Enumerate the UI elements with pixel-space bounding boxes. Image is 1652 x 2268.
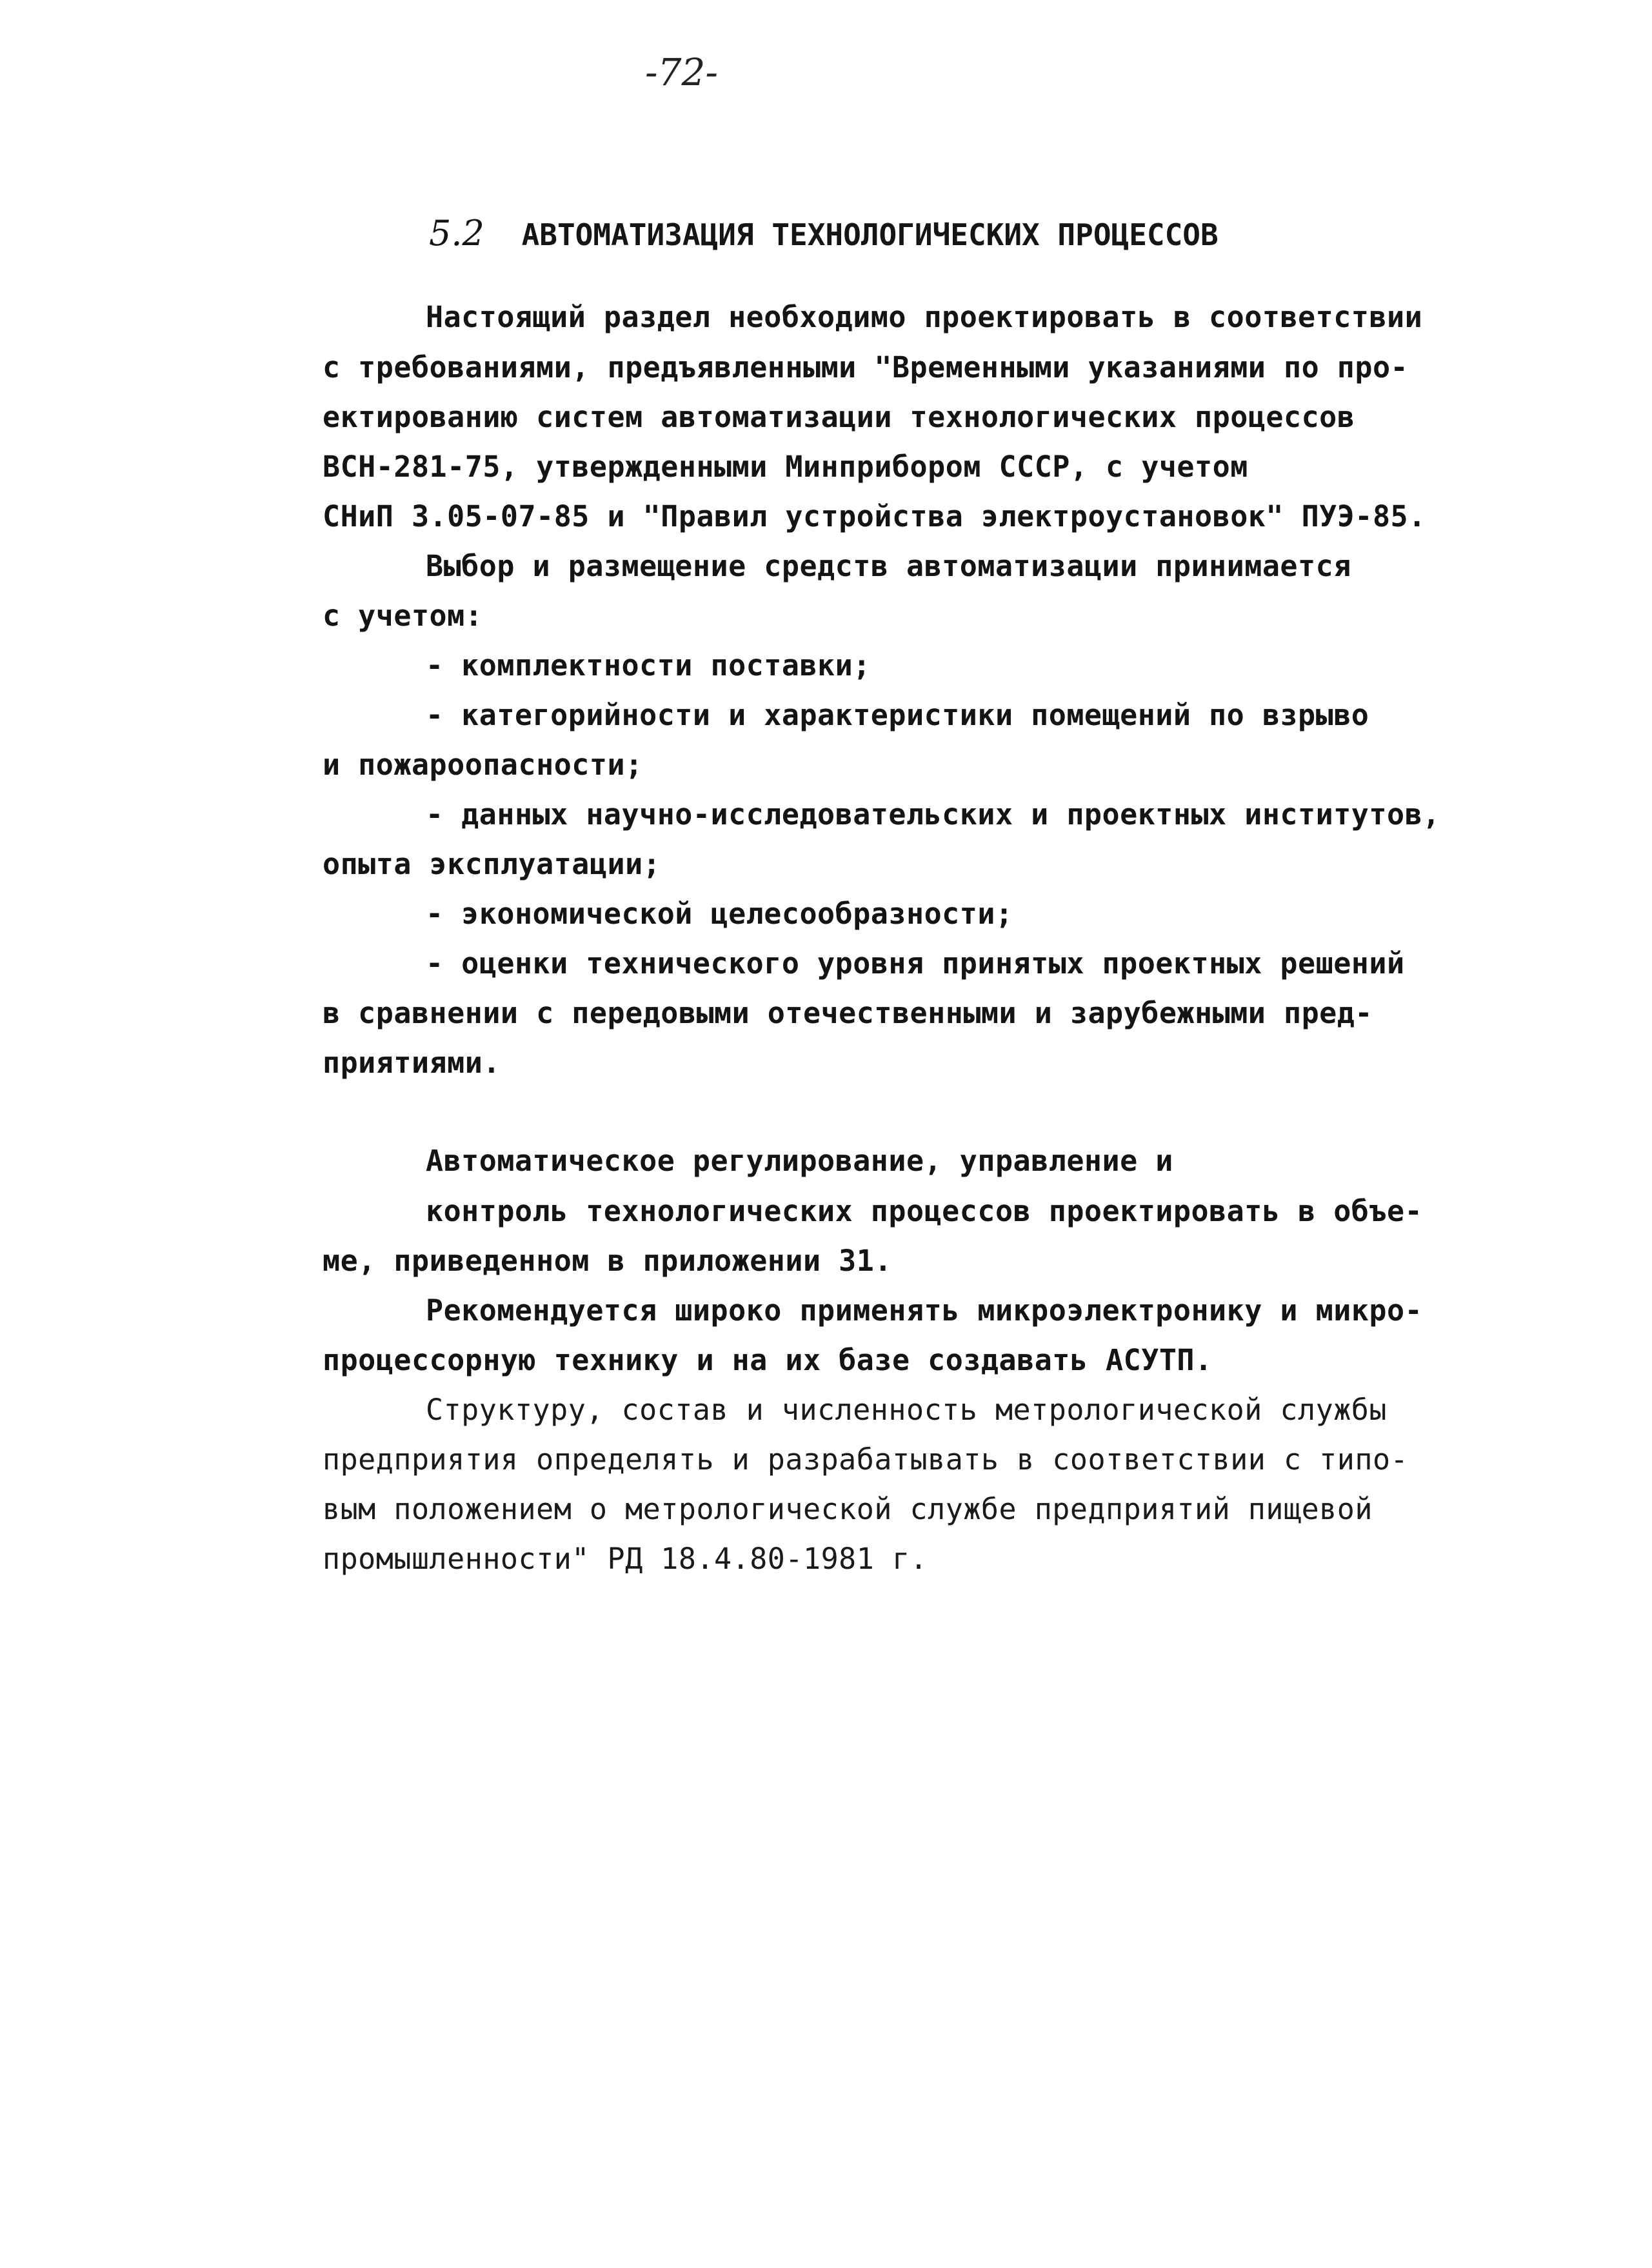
page-number: -72- bbox=[645, 50, 718, 94]
text-line: промышленности" РД 18.4.80-1981 г. bbox=[323, 1542, 928, 1576]
text-line: приятиями. bbox=[323, 1046, 501, 1080]
section-number: 5.2 bbox=[429, 213, 484, 254]
text-line: ектированию систем автоматизации технологических процессов bbox=[323, 400, 1355, 434]
section-title: АВТОМАТИЗАЦИЯ ТЕХНОЛОГИЧЕСКИХ ПРОЦЕССОВ bbox=[521, 217, 1219, 252]
list-item: - данных научно-исследовательских и проектных институтов, bbox=[426, 797, 1440, 831]
text-line: Структуру, состав и численность метрологической службы bbox=[426, 1393, 1387, 1427]
section-heading bbox=[429, 213, 1219, 254]
text-line: Настоящий раздел необходимо проектировать в соответствии bbox=[426, 300, 1423, 334]
list-item: - комплектности поставки; bbox=[426, 648, 871, 682]
text-line: Выбор и размещение средств автоматизации принимается bbox=[426, 549, 1351, 583]
text-line: процессорную технику и на их базе создавать АСУТП. bbox=[323, 1343, 1213, 1377]
list-item: - оценки технического уровня принятых проектных решений bbox=[426, 946, 1405, 980]
text-line: с требованиями, предъявленными "Временными указаниями по про- bbox=[323, 350, 1409, 384]
text-line: с учетом: bbox=[323, 599, 483, 633]
text-line: и пожароопасности; bbox=[323, 748, 643, 782]
text-line: в сравнении с передовыми отечественными и зарубежными пред- bbox=[323, 996, 1373, 1030]
text-line: Автоматическое регулирование, управление и bbox=[426, 1144, 1173, 1178]
text-line: ВСН-281-75, утвержденными Минприбором СССР, с учетом bbox=[323, 450, 1248, 484]
text-line: предприятия определять и разрабатывать в соответствии с типо- bbox=[323, 1442, 1409, 1477]
text-line: СНиП 3.05-07-85 и "Правил устройства электроустановок" ПУЭ-85. bbox=[323, 499, 1426, 533]
text-line: опыта эксплуатации; bbox=[323, 847, 661, 881]
list-item: - экономической целесообразности; bbox=[426, 897, 1013, 931]
text-line: контроль технологических процессов проектировать в объе- bbox=[426, 1194, 1423, 1228]
list-item: - категорийности и характеристики помещений по взрыво bbox=[426, 698, 1369, 732]
text-line: вым положением о метрологической службе предприятий пищевой bbox=[323, 1492, 1373, 1526]
text-line: Рекомендуется широко применять микроэлектронику и микро- bbox=[426, 1293, 1423, 1328]
text-line: ме, приведенном в приложении 31. bbox=[323, 1244, 892, 1278]
